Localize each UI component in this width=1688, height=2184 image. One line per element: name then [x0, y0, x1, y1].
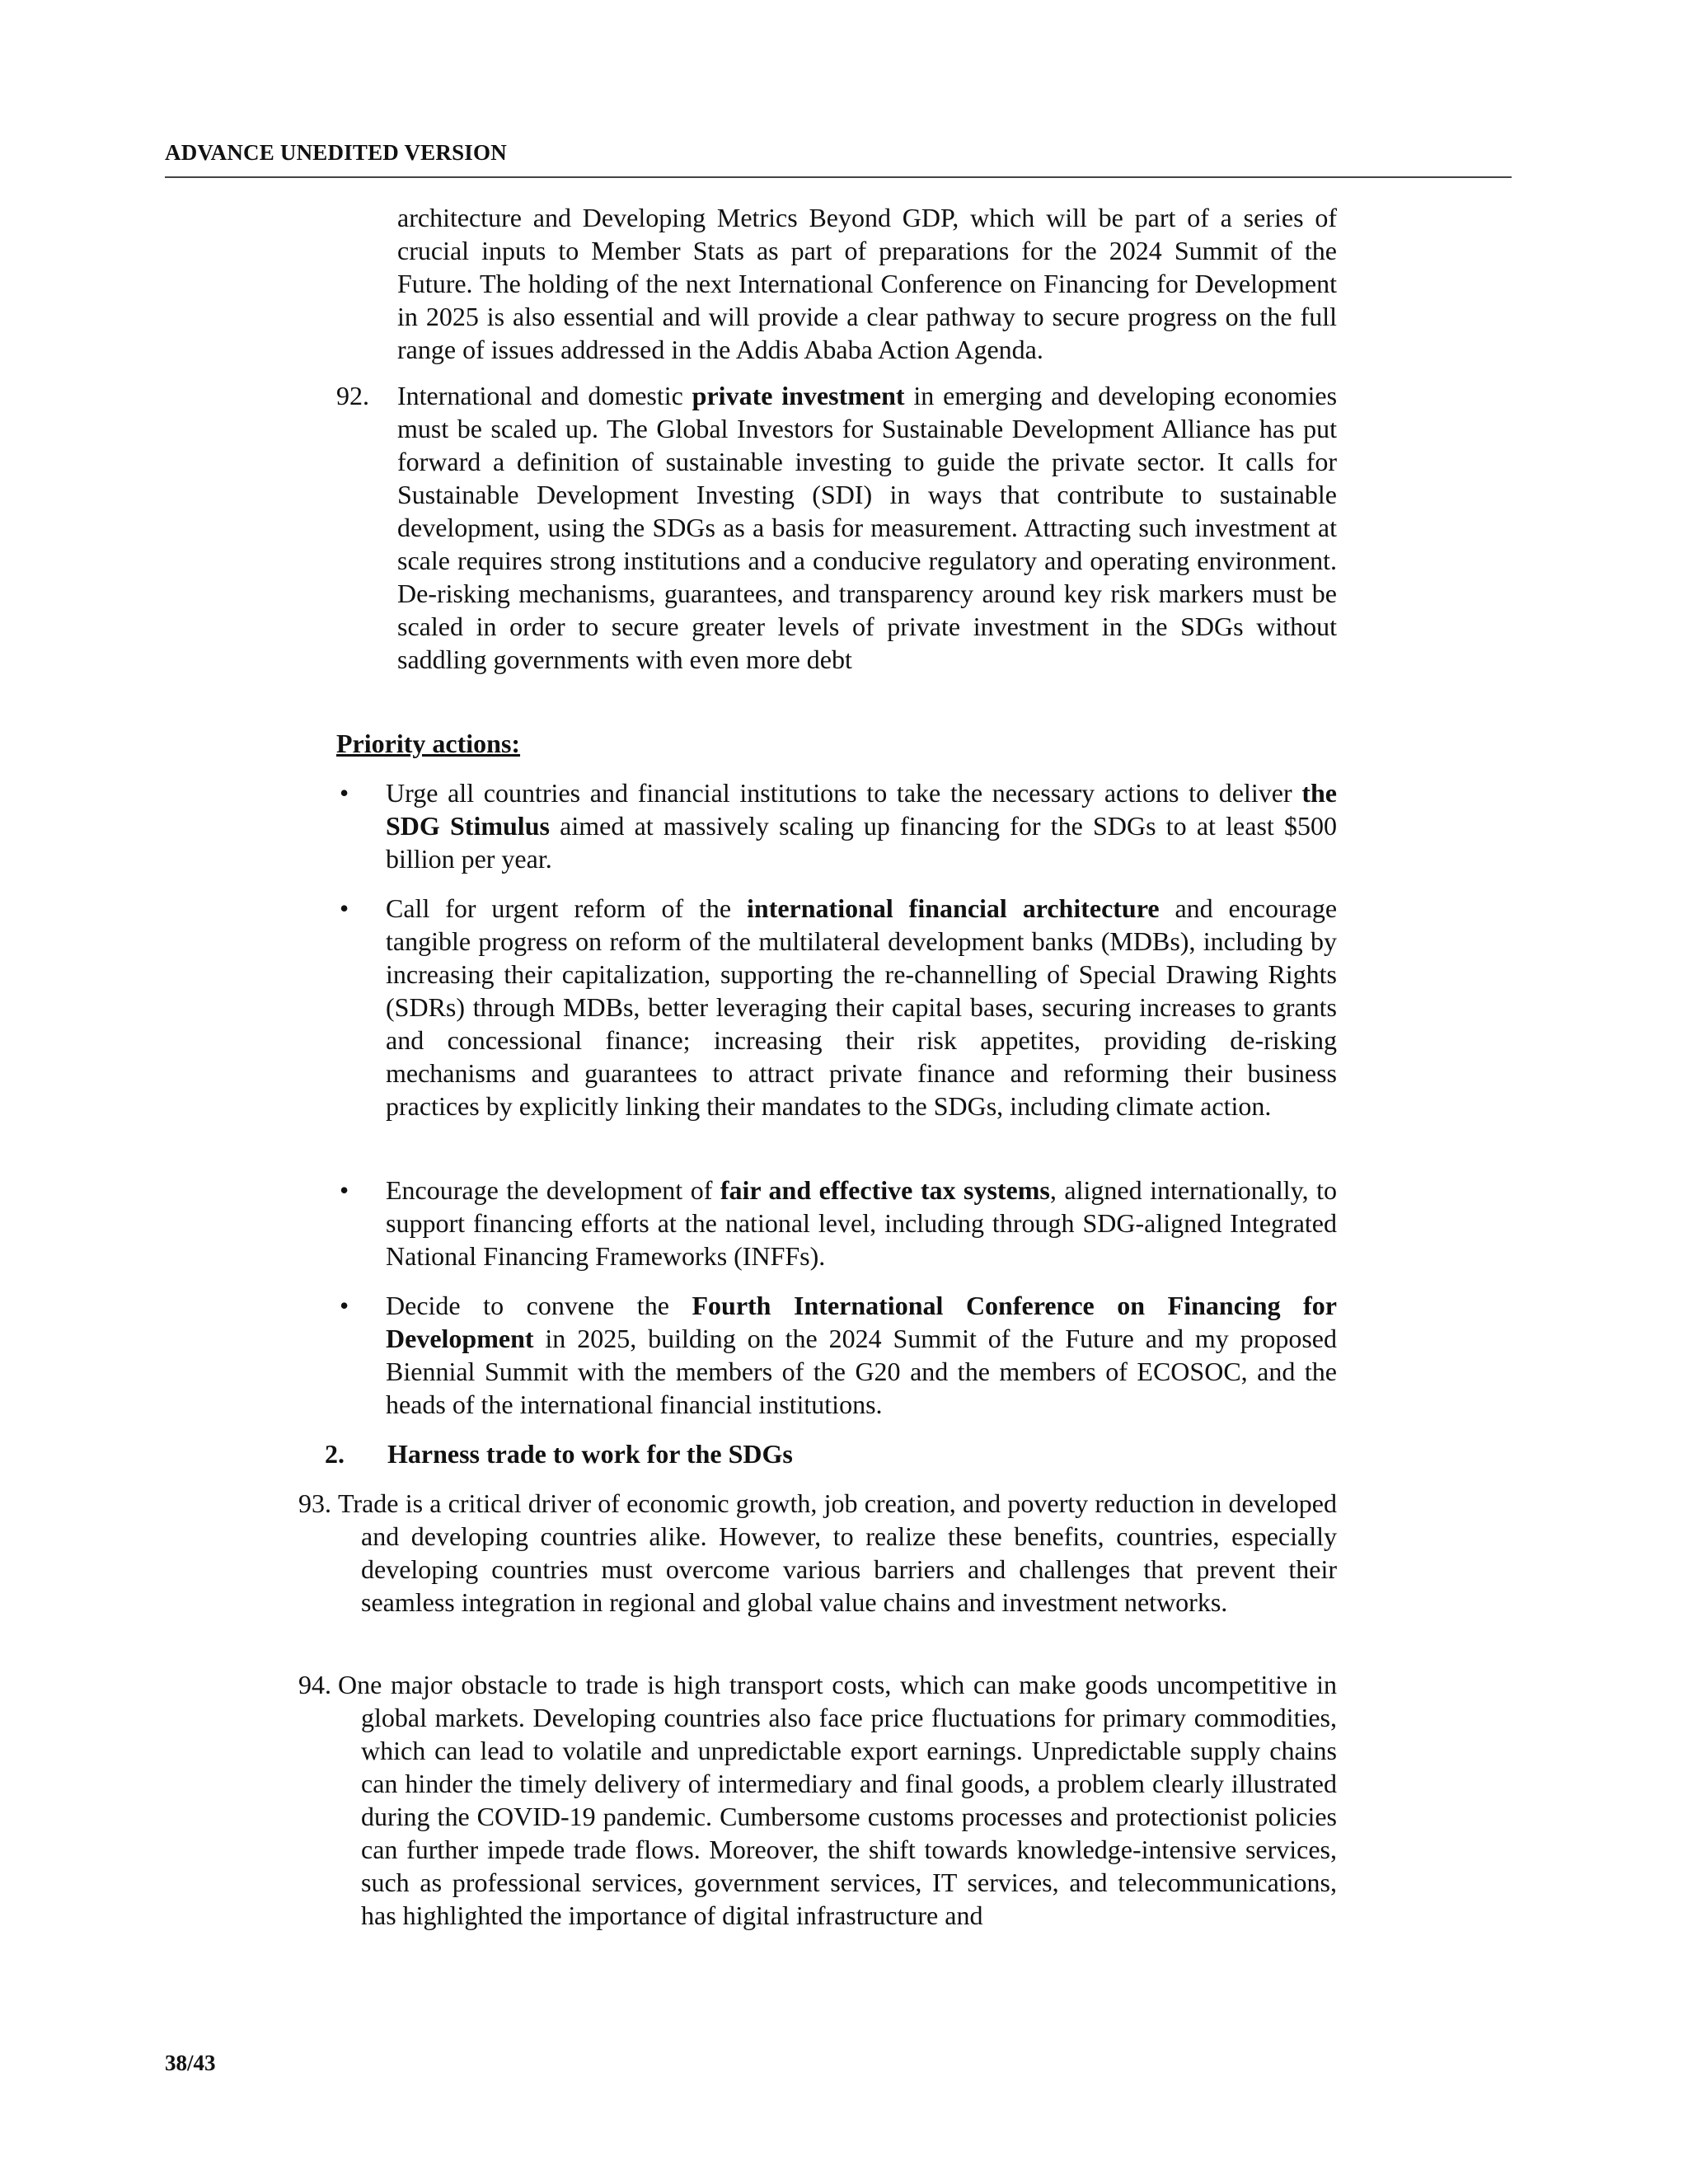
header-rule: [165, 176, 1512, 178]
priority-action-text: and encourage tangible progress on reform of the multilateral development banks (MDBs), including by increasing their capitalization, supporting the re-channelling of Special Drawing Rights (SDRs) through MDBs, better leveraging their capital bases, securing increases to grants and concessional finance; increasing their risk appetites, providing de-risking mechanisms and guarantees to attract private finance and reforming their business practices by explicitly linking their mandates to the SDGs, including climate action.: [386, 893, 1338, 1121]
paragraph-number-92: 92.: [336, 381, 369, 410]
priority-action-text: Encourage the development of: [386, 1175, 720, 1205]
priority-action-text: aimed at massively scaling up financing for the SDGs to at least $500 billion per year.: [386, 811, 1338, 874]
section-title: Harness trade to work for the SDGs: [387, 1439, 793, 1469]
paragraph-92-text-start: International and domestic: [397, 381, 692, 410]
bullet-icon: •: [340, 1291, 349, 1320]
priority-action-item: [386, 1289, 1337, 1421]
bullet-icon: •: [340, 893, 349, 923]
priority-action-bold: Fourth International Conference on Financing for Development: [386, 1291, 1338, 1353]
section-number: 2.: [325, 1439, 345, 1469]
priority-action-bold: the SDG Stimulus: [386, 778, 1337, 841]
page-number: 38/43: [165, 2050, 216, 2075]
document-header: ADVANCE UNEDITED VERSION: [165, 140, 507, 165]
paragraph-92: [397, 379, 1337, 676]
paragraph-94: One major obstacle to trade is high transport costs, which can make goods uncompetitive in global markets. Developing countries also face price fluctuations for primary commodities, which can lead to volatile and unpredictable export earnings. Unpredictable supply chains can hinder the timely delivery of intermediary and final goods, a problem clearly illustrated during the COVID-19 pandemic. Cumbersome customs processes and protectionist policies can further impede trade flows. Moreover, the shift towards knowledge-intensive services, such as professional services, government services, IT services, and telecommunications, has highlighted the importance of digital infrastructure and: [338, 1670, 1337, 1930]
priority-action-text: in 2025, building on the 2024 Summit of the Future and my proposed Biennial Summit with the members of the G20 and the members of ECOSOC, and the heads of the international financial institutions.: [386, 1324, 1337, 1419]
continuation-paragraph: architecture and Developing Metrics Beyond GDP, which will be part of a series of crucial inputs to Member Stats as part of preparations for the 2024 Summit of the Future. The holding of the next International Conference on Financing for Development in 2025 is also essential and will provide a clear pathway to secure progress on the full range of issues addressed in the Addis Ababa Action Agenda.: [397, 203, 1337, 364]
priority-action-text: Decide to convene the: [386, 1291, 692, 1320]
priority-actions-heading: Priority actions:: [336, 729, 521, 758]
priority-action-bold: international financial architecture: [747, 893, 1160, 923]
priority-action-text: Call for urgent reform of the: [386, 893, 747, 923]
priority-action-item: [386, 892, 1337, 1122]
priority-action-item: [386, 776, 1337, 875]
priority-action-text: , aligned internationally, to support financing efforts at the national level, including through SDG-aligned Integrated National Financing Frameworks (INFFs).: [386, 1175, 1338, 1271]
bullet-icon: •: [340, 778, 349, 808]
paragraph-number-93: 93.: [298, 1488, 331, 1518]
paragraph-93: Trade is a critical driver of economic growth, job creation, and poverty reduction in developed and developing countries alike. However, to realize these benefits, countries, especially developing countries must overcome various barriers and challenges that prevent their seamless integration in regional and global value chains and investment networks.: [338, 1488, 1337, 1617]
priority-action-text: Urge all countries and financial institutions to take the necessary actions to deliver: [386, 778, 1302, 808]
paragraph-number-94: 94.: [298, 1670, 331, 1699]
priority-action-item: [386, 1174, 1337, 1272]
paragraph-92-bold-term: private investment: [692, 381, 905, 410]
paragraph-92-text-end: in emerging and developing economies must be scaled up. The Global Investors for Sustainable Development Alliance has put forward a definition of sustainable investing to guide the private sector. It calls for Sustainable Development Investing (SDI) in ways that contribute to sustainable development, using the SDGs as a basis for measurement. Attracting such investment at scale requires strong institutions and a conducive regulatory and operating environment. De-risking mechanisms, guarantees, and transparency around key risk markers must be scaled in order to secure greater levels of private investment in the SDGs without saddling governments with even more debt: [397, 381, 1338, 674]
bullet-icon: •: [340, 1175, 349, 1205]
priority-action-bold: fair and effective tax systems: [720, 1175, 1050, 1205]
